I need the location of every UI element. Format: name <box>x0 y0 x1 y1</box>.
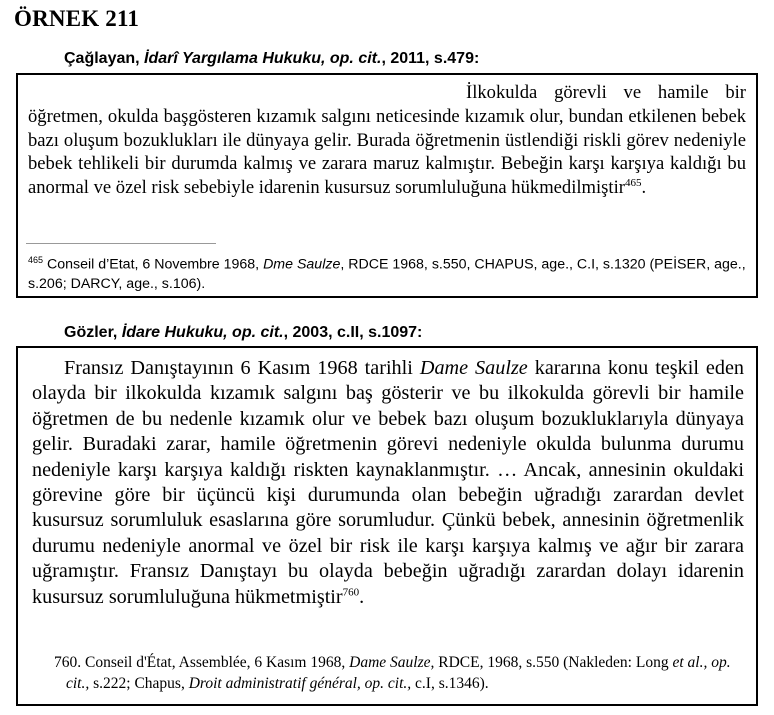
source-citation-2 <box>64 324 422 342</box>
source-author: Gözler, <box>64 324 122 341</box>
footnote-2 <box>54 652 746 694</box>
footnote-number: 465 <box>28 255 44 265</box>
quote-box-1 <box>16 73 758 298</box>
quote-part: Fransız Danıştayının 6 Kasım 1968 tarihli <box>64 357 420 379</box>
source-author: Çağlayan, <box>64 50 145 67</box>
source-citation-1 <box>64 50 479 68</box>
source-details: , 2011, s.479: <box>381 50 480 67</box>
source-title: İdarî Yargılama Hukuku, op. cit. <box>144 50 382 67</box>
footnote-part: 760. Conseil d'État, Assemblée, 6 Kasım 1968, <box>54 654 350 671</box>
footnote-ref: 760 <box>342 585 360 598</box>
footnote-divider <box>26 243 216 244</box>
source-details: , 2003, c.II, s.1097: <box>283 324 423 341</box>
footnote-part: Conseil d’Etat, 6 Novembre 1968, <box>43 256 264 273</box>
footnote-part: , RDCE 1968, s.550, CHAPUS, age., C.I, s.1320 (PEİSER, age., s.206; DARCY, age., s.106). <box>28 256 746 292</box>
example-heading: ÖRNEK 211 <box>14 6 140 31</box>
footnote-italic: Dame Saulze, <box>349 654 435 671</box>
footnote-part: RDCE, 1968, s.550 (Nakleden: Long <box>434 654 673 671</box>
footnote-italic: Droit administratif général, op. cit., <box>188 675 412 692</box>
quote-body: öğretmen, okulda başgösteren kızamık salgını neticesinde kızamık olur, bundan etkilenen bebek bazı oluşum bozuklukları ile dünyaya gelir. Burada öğretmenin üstlendiği riskli görev nedeniyle bebek tehlikeli bir durumda kalmış ve zarara maruz kalmıştır. Bebeğin karşı karşıya kaldığı bu anormal ve özel risk sebebiyle idarenin kusursuz sorumluluğuna hükmedilmiştir <box>28 105 746 199</box>
quote-text-1 <box>28 81 746 200</box>
source-title: İdare Hukuku, op. cit. <box>121 324 284 341</box>
quote-first-line: İlkokulda görevli ve hamile bir <box>466 82 746 103</box>
quote-text-2 <box>32 356 744 610</box>
footnote-ref: 465 <box>624 177 642 189</box>
footnote-part: s.222; Chapus, <box>89 675 189 692</box>
footnote-case-name: Dme Saulze <box>263 256 341 273</box>
quote-end: . <box>641 177 647 199</box>
footnote-part: c.I, s.1346). <box>411 675 489 692</box>
quote-case-name: Dame Saulze <box>419 357 528 379</box>
footnote-1 <box>28 251 748 294</box>
quote-box-2 <box>16 346 758 706</box>
quote-part: kararına konu teşkil eden olayda bir ilkokulda kızamık salgını baş gösterir ve bu ilkokulda görevli bir hamile öğretmen de bu nedenle kızamık olur ve bebek bazı oluşum bozukluklarıyla dünyaya gelir. Buradaki zarar, hamile öğretmenin görevi nedeniyle okulda bulunma durumu nedeniyle karşı karşıya kaldığı riskten kaynaklanmıştır. … Ancak, annesinin okuldaki görevine göre bir üçüncü kişi durumunda olan bebeğin uğradığı zarardan devlet kusursuz sorumluluk esaslarına göre sorumludur. Çünkü bebek, annesinin öğretmenlik durumu nedeniyle anormal ve özel bir risk ile karşı karşıya kalmış ve ağır bir zarara uğramıştır. Fransız Danıştayı bu olayda bebeğin uğradığı zarardan dolayı idarenin kusursuz sorumluluğuna hükmetmiştir <box>32 357 745 608</box>
footnote-italic: et al., op. cit., <box>66 654 731 692</box>
quote-end: . <box>359 585 365 608</box>
